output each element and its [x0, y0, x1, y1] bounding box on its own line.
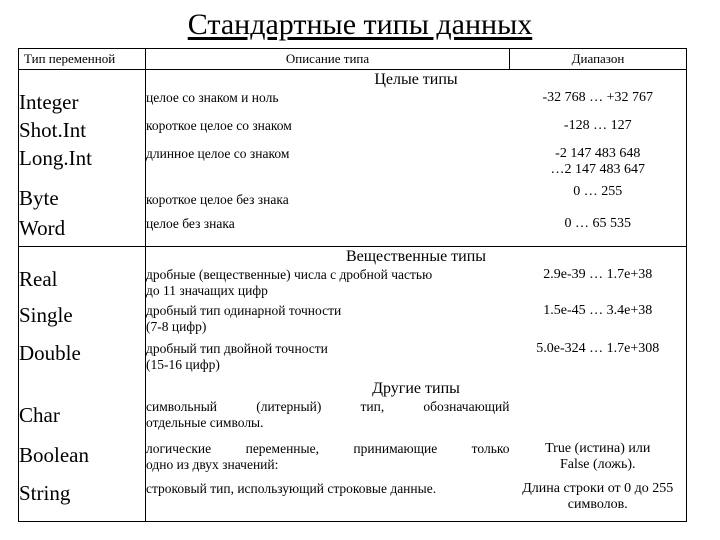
type-description: целое со знаком и ноль — [146, 90, 279, 105]
type-description: строковый тип, использующий строковые данные. — [146, 481, 437, 496]
section-integer: Целые типы — [374, 71, 458, 88]
table-row — [19, 341, 687, 379]
desc-line: одно из двух значений: — [146, 457, 279, 472]
table-row — [19, 303, 687, 341]
type-name: Byte — [19, 184, 146, 216]
type-range: 0 … 255 — [573, 184, 623, 199]
type-name: Boolean — [19, 441, 146, 481]
table-row — [19, 481, 687, 522]
type-name: Shot.Int — [19, 118, 146, 146]
type-range: 5.0e-324 … 1.7e+308 — [536, 341, 660, 356]
type-description: целое без знака — [146, 216, 235, 231]
type-range: 0 … 65 535 — [564, 216, 631, 231]
type-range: -32 768 … +32 767 — [542, 90, 654, 105]
range-line: False (ложь). — [559, 457, 636, 472]
type-description: длинное целое со знаком — [146, 146, 290, 161]
type-name: Double — [19, 341, 146, 379]
desc-line: дробный тип одинарной точности — [146, 303, 342, 318]
desc-line: (7-8 цифр) — [146, 319, 207, 334]
table-row — [19, 90, 687, 118]
desc-line: дробные (вещественные) числа с дробной частью — [146, 267, 433, 282]
type-name: Integer — [19, 90, 146, 118]
type-range — [510, 399, 687, 441]
header-type: Тип переменной — [19, 49, 146, 70]
type-description: короткое целое со знаком — [146, 118, 292, 133]
page-title: Стандартные типы данных — [187, 8, 533, 41]
type-name: Real — [19, 267, 146, 303]
type-name: Char — [19, 399, 146, 441]
type-description: короткое целое без знака — [146, 192, 289, 207]
section-row-real — [19, 247, 687, 268]
type-range: -128 … 127 — [563, 118, 632, 133]
type-name: String — [19, 481, 146, 522]
type-description — [146, 399, 510, 441]
table-row — [19, 184, 687, 216]
section-row-integer — [19, 70, 687, 91]
section-row-other — [19, 379, 687, 399]
table-row — [19, 216, 687, 247]
range-line: True (истина) или — [545, 441, 651, 456]
type-description — [146, 441, 510, 481]
table-row — [19, 399, 687, 441]
type-range — [510, 481, 687, 522]
range-line: …2 147 483 647 — [550, 162, 645, 177]
type-name: Word — [19, 216, 146, 247]
header-range: Диапазон — [510, 49, 687, 70]
type-range: 2.9e-39 … 1.7e+38 — [543, 267, 653, 282]
type-description — [146, 267, 510, 303]
desc-line: символьный (литерный) тип, обозначающий — [146, 399, 510, 414]
range-line: -2 147 483 648 — [555, 146, 641, 161]
range-line: символов. — [567, 497, 628, 512]
type-range — [510, 146, 687, 184]
desc-line: до 11 значащих цифр — [146, 283, 268, 298]
desc-line: отдельные символы. — [146, 415, 264, 430]
type-range: 1.5e-45 … 3.4e+38 — [543, 303, 653, 318]
data-types-table — [18, 48, 687, 522]
table-row — [19, 146, 687, 184]
desc-line: дробный тип двойной точности — [146, 341, 328, 356]
type-name: Long.Int — [19, 146, 146, 184]
type-description — [146, 341, 510, 379]
type-range — [510, 441, 687, 481]
type-description — [146, 303, 510, 341]
header-description: Описание типа — [146, 49, 510, 70]
type-name: Single — [19, 303, 146, 341]
table-header-row — [19, 49, 687, 70]
range-line: Длина строки от 0 до 255 — [522, 481, 674, 496]
table-row — [19, 267, 687, 303]
table-row — [19, 118, 687, 146]
table-row — [19, 441, 687, 481]
desc-line: (15-16 цифр) — [146, 357, 220, 372]
section-real: Вещественные типы — [146, 247, 687, 268]
section-other: Другие типы — [372, 380, 460, 397]
desc-line: логические переменные, принимающие только — [146, 441, 510, 456]
